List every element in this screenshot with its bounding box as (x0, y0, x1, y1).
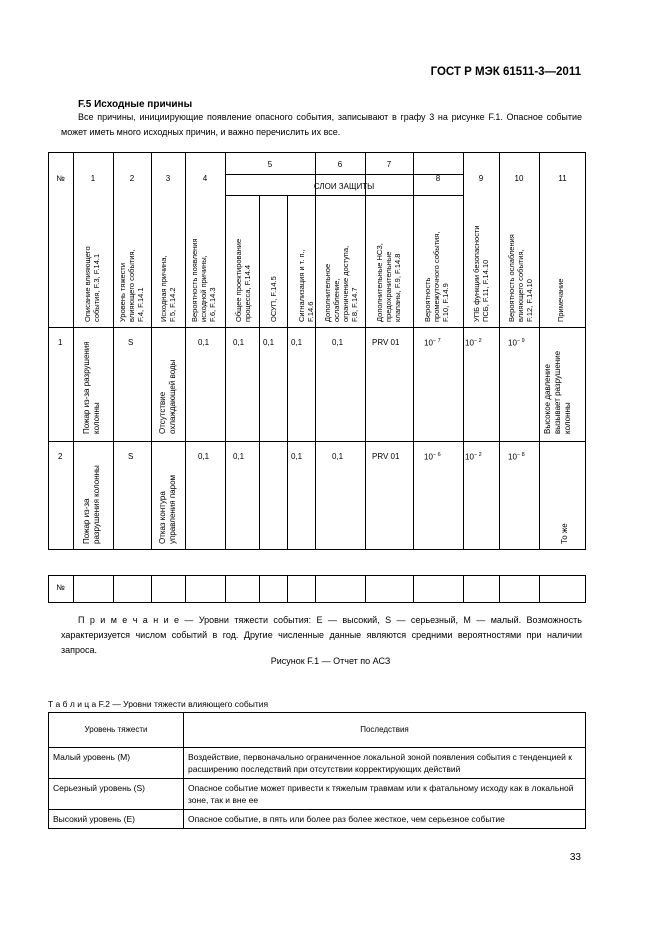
header-cause: Исходная причина, F.5, F.14.2 (159, 255, 177, 322)
header-bpcs: ОСУП, F.14.5 (269, 276, 278, 322)
header-note: Примечание (556, 278, 565, 322)
row1-description: Пожар из-за разрушения колонны (82, 341, 101, 434)
row2-mitigated-prob: $10^{- 8}$ (508, 452, 525, 462)
row1-no: 1 (58, 338, 63, 347)
section-title: F.5 Исходные причины (78, 99, 193, 110)
consequence-cell: Воздействие, первоначально ограниченное локальной зоной появления события с тенденцией к расширению последствий при отсутствии корректирующих действий (184, 748, 586, 779)
row2-cause-prob: 0,1 (198, 452, 210, 461)
header-sif: УПБ функции безопасности ПСБ, F.11, F.14.10 (472, 225, 490, 322)
col-11: 11 (558, 174, 567, 183)
row1-sif: $10^{- 2}$ (465, 338, 482, 348)
table-row (49, 810, 586, 829)
header-severity: Уровень тяжести влияющего события, F.4, F.14.1 (118, 249, 145, 322)
col-6: 6 (337, 160, 343, 169)
row1-cause-prob: 0,1 (198, 338, 210, 347)
header-extra-protection: Дополнительные НСЗ, предохранительные клапаны, F.9, F.14.8 (375, 243, 402, 322)
row1-cause: Отсутствие охлаждающей воды (158, 359, 177, 434)
empty-report-table (48, 575, 586, 603)
row1-note: Высокое давление вызывает разрушение колонны (543, 350, 572, 434)
row2-description: Пожар из-за разрушения колонны (82, 465, 101, 544)
header-severity-level: Уровень тяжести (49, 713, 184, 748)
col-4: 4 (202, 174, 208, 183)
header-general-design: Общее проектирование процесса, F.14.4 (234, 238, 252, 322)
row2-sif: $10^{- 2}$ (465, 452, 482, 462)
figure-caption: Рисунок F.1 — Отчет по АСЗ (270, 656, 391, 666)
row2-severity: S (128, 452, 134, 461)
header-intermediate-prob: Вероятность промежуточного события, F.10, F.14.9 (423, 231, 450, 322)
header-mitigation: Дополнительное ослабление, ограничение доступа, F.8, F.14.7 (323, 245, 359, 322)
row2-general-design: 0,1 (233, 452, 245, 461)
row1-alarms: 0,1 (291, 338, 303, 347)
row1-mitigated-prob: $10^{- 9}$ (508, 338, 525, 348)
section-text: Все причины, инициирующие появление опасного события, записывают в графу 3 на рисунке F.1. Опасное событие может иметь много исходных причин, и важно перечислить их все. (61, 112, 582, 137)
header-mitigated-prob: Вероятность ослабления влияющего события, F.12, F.14.10 (507, 234, 534, 322)
header-consequences: Последствия (184, 713, 586, 748)
row2-extra-protection: PRV 01 (372, 452, 400, 461)
row2-cause: Отказ контура управления паром (158, 474, 177, 544)
row1-bpcs: 0,1 (263, 338, 275, 347)
note-text: П р и м е ч а н и е — Уровни тяжести события: E — высокий, S — серьезный, M — малый. Возможность характеризуется числом событий в год. Другие численные данные являются средними вероятностями при наличии запроса. (61, 615, 582, 655)
header-alarms: Сигнализация и т. п., F.14.6 (297, 249, 315, 322)
col-10: 10 (514, 174, 524, 183)
col-7: 7 (386, 160, 392, 169)
severity-level-cell: Малый уровень (M) (49, 748, 184, 779)
report-table (48, 152, 586, 550)
row1-mitigation: 0,1 (332, 338, 344, 347)
col-no: № (56, 174, 65, 183)
row2-intermediate-prob: $10^{- 6}$ (424, 452, 441, 462)
col-5: 5 (267, 160, 273, 169)
header-description: Описание влияющего события, F.3, F.14.1 (83, 246, 101, 322)
note-paragraph (61, 613, 582, 658)
row1-general-design: 0,1 (233, 338, 245, 347)
col-9: 9 (478, 174, 484, 183)
row1-extra-protection: PRV 01 (372, 338, 400, 347)
table-row (49, 779, 586, 810)
empty-table-no: № (56, 583, 65, 592)
row1-severity: S (128, 338, 134, 347)
col-3: 3 (165, 174, 171, 183)
header-cause-prob: Вероятность появления исходной причины, F.6, F.14.3 (190, 238, 217, 322)
col-8: 8 (435, 174, 441, 183)
row1-intermediate-prob: $10^{- 7}$ (424, 338, 441, 348)
col-2: 2 (129, 174, 135, 183)
row2-alarms: 0,1 (291, 452, 303, 461)
severity-level-cell: Высокий уровень (E) (49, 810, 184, 829)
document-number: ГОСТ Р МЭК 61511-3—2011 (430, 66, 581, 78)
severity-table (48, 712, 586, 829)
section-paragraph (61, 110, 582, 140)
table-caption: Т а б л и ц а F.2 — Уровни тяжести влияющего события (48, 699, 269, 709)
consequence-cell: Опасное событие может привести к тяжелым травмам или к фатальному исходу как в локальной зоне, так и вне ее (184, 779, 586, 810)
consequence-cell: Опасное событие, в пять или более раз более жесткое, чем серьезное событие (184, 810, 586, 829)
row2-note: То же (560, 523, 569, 544)
row2-mitigation: 0,1 (332, 452, 344, 461)
protection-layers-label: СЛОИ ЗАЩИТЫ (313, 182, 375, 191)
page-number: 33 (569, 852, 581, 863)
row2-no: 2 (58, 452, 63, 461)
col-1: 1 (90, 174, 96, 183)
table-row (49, 748, 586, 779)
severity-level-cell: Серьезный уровень (S) (49, 779, 184, 810)
table-header-row (49, 713, 586, 748)
